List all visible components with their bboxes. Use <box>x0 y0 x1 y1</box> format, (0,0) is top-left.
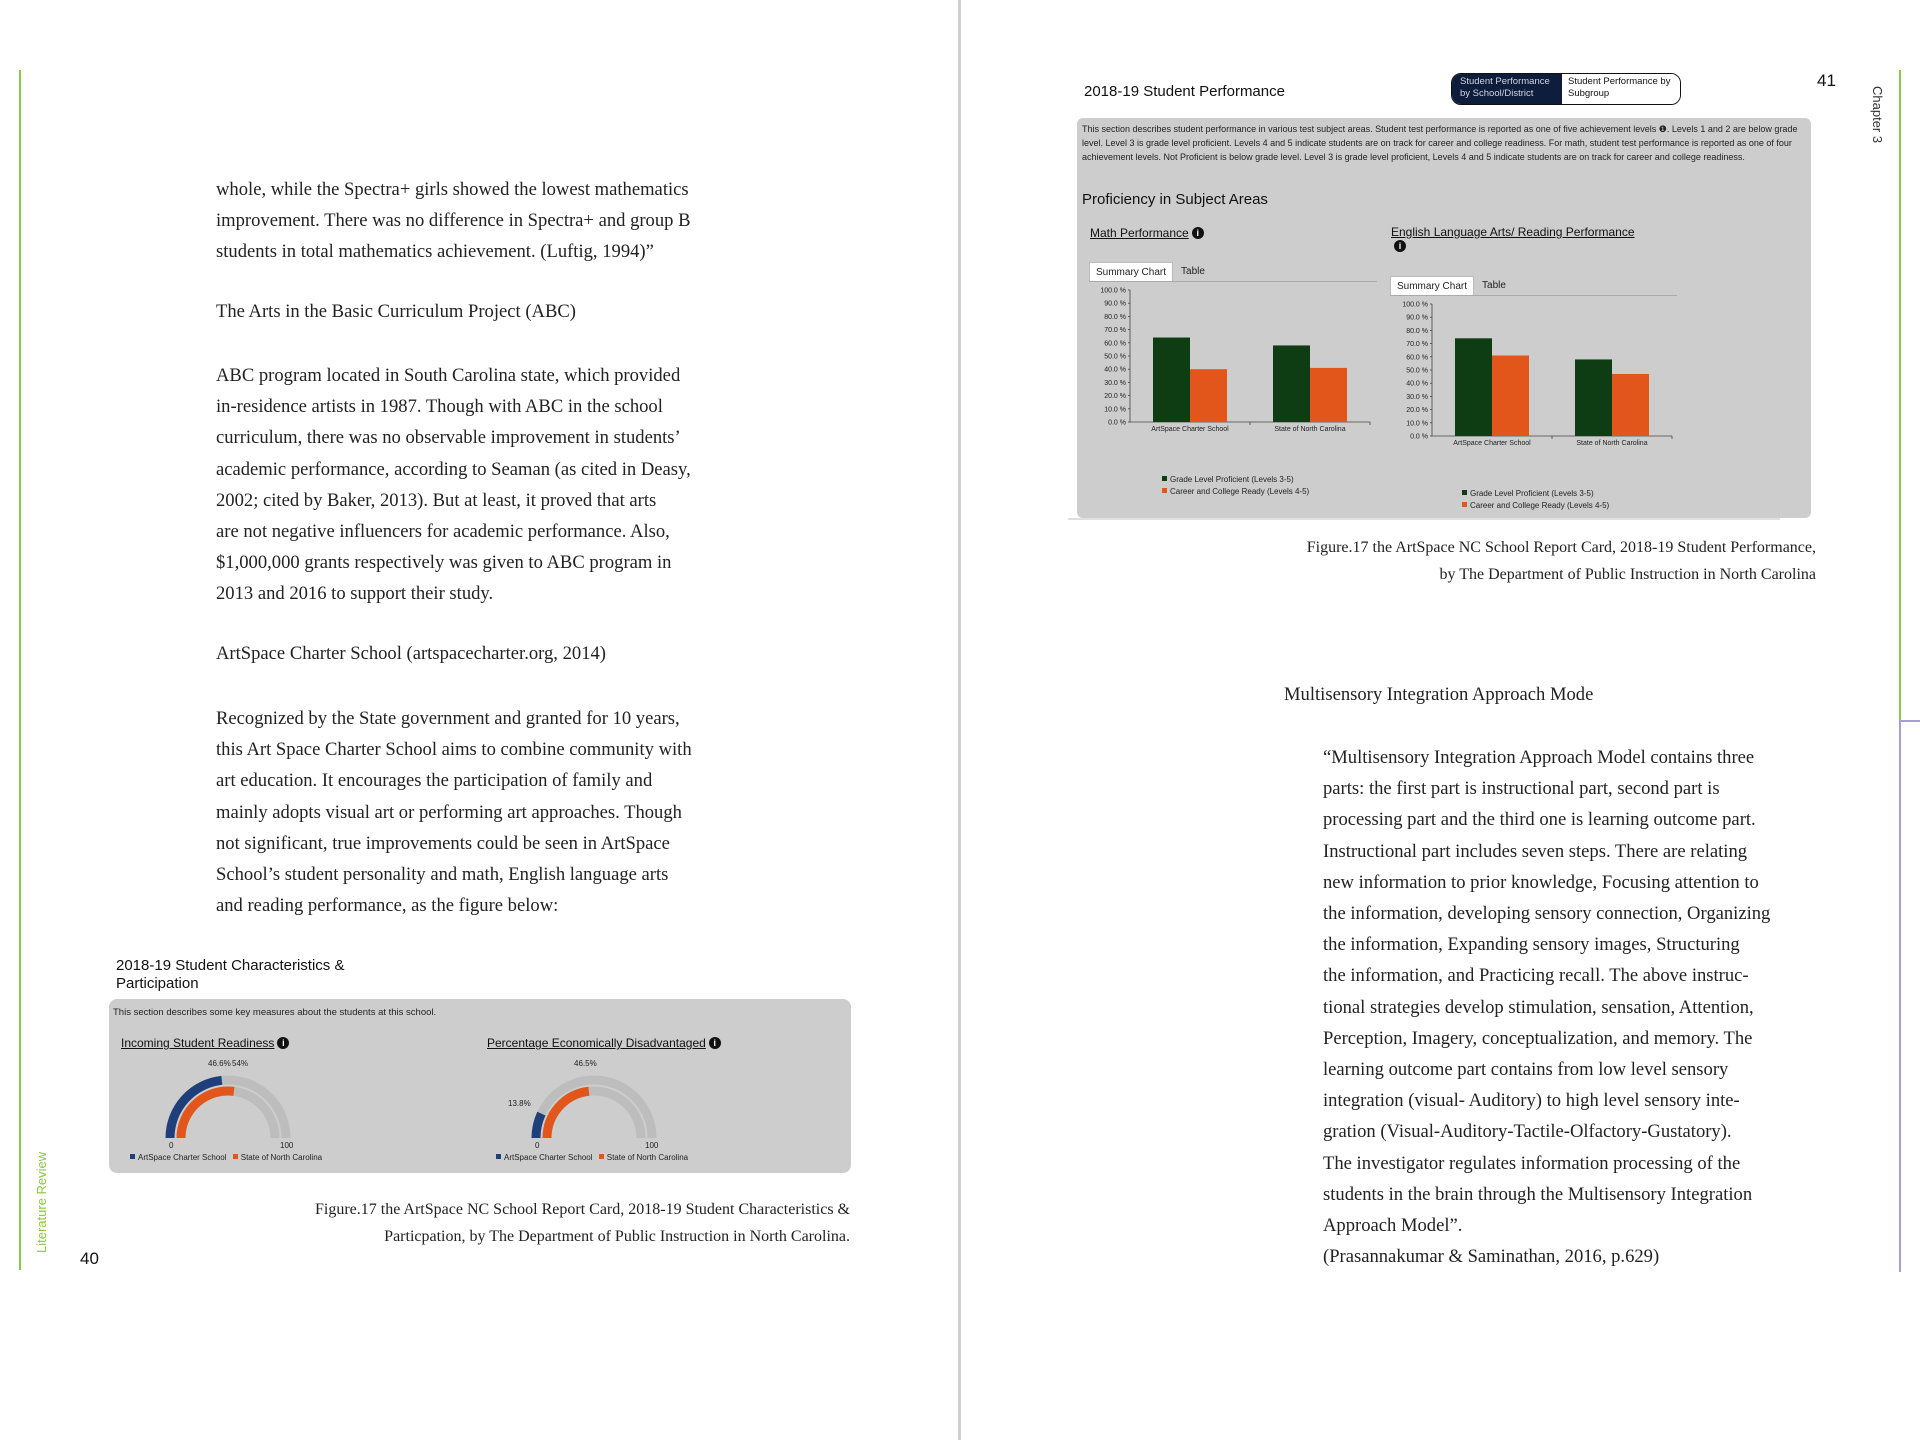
legend-swatch <box>496 1154 501 1159</box>
paragraph-abc <box>216 360 691 610</box>
gauge-2-legend <box>496 1153 688 1162</box>
page-number-left: 40 <box>80 1249 99 1268</box>
gauge-1-max: 100 <box>280 1141 294 1150</box>
bar-career-college-ready <box>1310 368 1347 422</box>
gauge-track <box>181 1091 275 1138</box>
text-line: Recognized by the State government and granted for 10 years, <box>216 708 680 729</box>
text-line: art education. It encourages the participation of family and <box>216 770 653 792</box>
heading-artspace: ArtSpace Charter School (artspacecharter.org, 2014) <box>216 643 606 664</box>
y-tick-label: 10.0 % <box>1406 420 1428 428</box>
ela-chart-title[interactable] <box>1391 225 1635 239</box>
text-line: School’s student personality and math, English language arts <box>216 864 669 886</box>
paragraph-luftig <box>216 174 691 268</box>
y-tick-label: 30.0 % <box>1104 379 1126 387</box>
bar-career-college-ready <box>1492 355 1529 436</box>
bar-grade-level-proficient <box>1575 359 1612 436</box>
legend-label: Career and College Ready (Levels 4-5) <box>1170 487 1310 496</box>
text-line: this Art Space Charter School aims to combine community with <box>216 739 692 761</box>
gauge-1-school-value: 46.6% <box>208 1059 231 1068</box>
text-line: Perception, Imagery, conceptualization, and memory. The <box>1323 1027 1753 1049</box>
text-line: processing part and the third one is learning outcome part. <box>1323 809 1756 831</box>
citation: (Prasannakumar & Saminathan, 2016, p.629) <box>1323 1246 1660 1268</box>
chapter-side-label: Chapter 3 <box>1870 86 1885 144</box>
legend-swatch <box>1162 476 1167 481</box>
legend-swatch <box>1162 488 1167 493</box>
legend-swatch <box>1462 502 1467 507</box>
legend-swatch <box>130 1154 135 1159</box>
y-tick-label: 0.0 % <box>1410 433 1428 441</box>
text-line: are not negative influencers for academic performance. Also, <box>216 521 670 543</box>
gauge-1-title[interactable] <box>121 1036 289 1050</box>
text-line: new information to prior knowledge, Focusing attention to <box>1323 871 1759 893</box>
info-icon[interactable]: i <box>1394 240 1406 252</box>
caption-line: Figure.17 the ArtSpace NC School Report Card, 2018-19 Student Performance, <box>1306 539 1816 556</box>
caption-line: Particpation, by The Department of Public Instruction in North Carolina. <box>384 1228 850 1245</box>
gauge-2-label[interactable]: Percentage Economically Disadvantaged <box>487 1036 706 1050</box>
y-tick-label: 10.0 % <box>1104 406 1126 414</box>
info-icon[interactable]: i <box>277 1037 289 1049</box>
legend-swatch <box>233 1154 238 1159</box>
math-legend <box>1162 474 1309 498</box>
legend-swatch <box>1462 490 1467 495</box>
info-icon[interactable]: i <box>1192 227 1204 239</box>
text-line: Approach Model”. <box>1323 1215 1463 1237</box>
legend-label: Career and College Ready (Levels 4-5) <box>1470 501 1610 510</box>
y-tick-label: 0.0 % <box>1108 419 1126 427</box>
text-line: not significant, true improvements could be seen in ArtSpace <box>216 832 670 854</box>
ela-performance-bar-chart <box>1382 298 1682 458</box>
gauge-2-max: 100 <box>645 1141 659 1150</box>
math-performance-bar-chart <box>1080 284 1380 444</box>
gauge-1-state-value: 54% <box>232 1059 249 1068</box>
figure-title-characteristics: 2018-19 Student Characteristics & Participation <box>116 957 345 992</box>
gauge-2-state-value: 46.5% <box>574 1059 597 1068</box>
figure-caption-right <box>1100 534 1816 588</box>
x-category-label: State of North Carolina <box>1274 426 1346 433</box>
gauge-disadvantaged-arcs <box>536 1080 652 1138</box>
math-chart-title[interactable] <box>1090 226 1204 240</box>
toggle-subgroup[interactable]: Student Performance by Subgroup <box>1562 74 1680 104</box>
gauge-track <box>547 1091 641 1138</box>
gauge-2-title[interactable] <box>487 1036 721 1050</box>
legend-school: ArtSpace Charter School <box>504 1153 593 1162</box>
gauge-1-label[interactable]: Incoming Student Readiness <box>121 1036 275 1050</box>
y-tick-label: 70.0 % <box>1406 341 1428 349</box>
math-tabs[interactable] <box>1089 262 1213 282</box>
book-spine <box>958 0 961 1440</box>
quote-multisensory <box>1323 742 1770 1272</box>
page-number-right: 41 <box>1817 71 1836 90</box>
caption-line: Figure.17 the ArtSpace NC School Report Card, 2018-19 Student Characteristics & <box>314 1201 850 1218</box>
info-icon[interactable]: i <box>709 1037 721 1049</box>
bar-career-college-ready <box>1190 369 1227 422</box>
legend-school: ArtSpace Charter School <box>138 1153 227 1162</box>
y-tick-label: 50.0 % <box>1104 353 1126 361</box>
text-line: curriculum, there was no observable improvement in students’ <box>216 427 681 449</box>
bar-grade-level-proficient <box>1273 345 1310 422</box>
math-label[interactable]: Math Performance <box>1090 226 1189 240</box>
ela-label[interactable]: English Language Arts/ Reading Performance <box>1391 225 1635 239</box>
bar-grade-level-proficient <box>1455 338 1492 436</box>
legend-swatch <box>599 1154 604 1159</box>
legend-item <box>1462 488 1609 500</box>
left-margin-rule <box>19 70 21 1270</box>
y-tick-label: 20.0 % <box>1104 393 1126 401</box>
text-line: $1,000,000 grants respectively was given to ABC program in <box>216 552 672 574</box>
right-margin-rule <box>1899 70 1901 720</box>
legend-label: Grade Level Proficient (Levels 3-5) <box>1470 489 1594 498</box>
tab-summary-chart[interactable]: Summary Chart <box>1089 262 1173 282</box>
x-category-label: ArtSpace Charter School <box>1151 426 1229 433</box>
bar-career-college-ready <box>1612 374 1649 436</box>
caption-line: by The Department of Public Instruction in North Carolina <box>1439 566 1816 583</box>
y-tick-label: 20.0 % <box>1406 407 1428 415</box>
tab-table[interactable]: Table <box>1482 280 1506 291</box>
text-line: the information, and Practicing recall. The above instruc- <box>1323 965 1749 987</box>
tab-underline <box>1089 281 1377 282</box>
performance-view-toggle[interactable] <box>1451 73 1681 105</box>
y-tick-label: 50.0 % <box>1406 367 1428 375</box>
text-line: 2013 and 2016 to support their study. <box>216 583 494 605</box>
right-margin-tick <box>1899 720 1920 722</box>
gauge-1-min: 0 <box>169 1141 174 1150</box>
tab-summary-chart[interactable]: Summary Chart <box>1390 276 1474 296</box>
figure-title-performance: 2018-19 Student Performance <box>1084 83 1285 100</box>
characteristics-note: This section describes some key measures about the students at this school. <box>113 1007 437 1018</box>
text-line: parts: the first part is instructional part, second part is <box>1323 778 1720 800</box>
legend-state: State of North Carolina <box>606 1153 689 1162</box>
ela-tabs[interactable] <box>1390 276 1514 296</box>
legend-state: State of North Carolina <box>240 1153 323 1162</box>
y-tick-label: 100.0 % <box>1402 301 1428 309</box>
text-line: academic performance, according to Seaman (as cited in Deasy, <box>216 458 691 480</box>
text-line: mainly adopts visual art or performing art approaches. Though <box>216 801 682 823</box>
gauge-2-min: 0 <box>535 1141 540 1150</box>
y-tick-label: 40.0 % <box>1406 380 1428 388</box>
text-line: and reading performance, as the figure below: <box>216 895 559 917</box>
text-line: tional strategies develop stimulation, sensation, Attention, <box>1323 996 1754 1018</box>
y-tick-label: 100.0 % <box>1100 287 1126 295</box>
y-tick-label: 80.0 % <box>1104 313 1126 321</box>
tab-underline <box>1390 295 1677 296</box>
figure-divider <box>1068 518 1780 520</box>
legend-item <box>1462 500 1609 512</box>
performance-note: This section describes student performance in various test subject areas. Student test performance is reported as one of five achievement levels ❶. Levels 1 and 2 are below grade level. Level 3 is grade level proficient. Levels 4 and 5 indicate students are on track for career and college readiness. For math, student test performance is reported as one of four achievement levels. Not Proficient is below grade level. Level 3 is grade level proficient, Levels 4 and 5 indicate students are on track for career and college readiness. <box>1082 124 1798 162</box>
school-value-arc <box>536 1114 541 1138</box>
text-line: whole, while the Spectra+ girls showed the lowest mathematics <box>216 179 689 200</box>
gauge-readiness-arcs <box>170 1080 286 1138</box>
x-category-label: ArtSpace Charter School <box>1453 440 1531 447</box>
y-tick-label: 70.0 % <box>1104 327 1126 335</box>
text-line: students in the brain through the Multisensory Integration <box>1323 1183 1753 1205</box>
text-line: The investigator regulates information processing of the <box>1323 1152 1741 1174</box>
text-line: the information, developing sensory connection, Organizing <box>1323 903 1771 925</box>
x-category-label: State of North Carolina <box>1576 440 1648 447</box>
text-line: in-residence artists in 1987. Though with ABC in the school <box>216 396 663 418</box>
gauge-2-school-value: 13.8% <box>508 1099 531 1108</box>
heading-multisensory: Multisensory Integration Approach Mode <box>1284 684 1594 705</box>
text-line: 2002; cited by Baker, 2013). But at least, it proved that arts <box>216 489 657 511</box>
text-line: “Multisensory Integration Approach Model contains three <box>1323 747 1755 768</box>
bar-grade-level-proficient <box>1153 338 1190 422</box>
section-side-label: Literature Review <box>34 1151 49 1253</box>
y-tick-label: 90.0 % <box>1104 300 1126 308</box>
y-tick-label: 40.0 % <box>1104 366 1126 374</box>
toggle-school-district[interactable]: Student Performance by School/District <box>1452 74 1562 104</box>
text-line: integration (visual- Auditory) to high level sensory inte- <box>1323 1090 1740 1112</box>
y-tick-label: 60.0 % <box>1104 340 1126 348</box>
paragraph-artspace <box>216 703 692 921</box>
legend-label: Grade Level Proficient (Levels 3-5) <box>1170 475 1294 484</box>
gauge-1-legend <box>130 1153 322 1162</box>
text-line: Instructional part includes seven steps. There are relating <box>1323 840 1748 862</box>
legend-item <box>1162 474 1309 486</box>
ela-legend <box>1462 488 1609 512</box>
gauge-chart-disadvantaged <box>516 1066 676 1146</box>
text-line: improvement. There was no difference in Spectra+ and group B <box>216 210 691 232</box>
y-tick-label: 60.0 % <box>1406 354 1428 362</box>
tab-table[interactable]: Table <box>1181 266 1205 277</box>
legend-item <box>1162 486 1309 498</box>
gauge-chart-readiness <box>150 1066 310 1146</box>
y-tick-label: 80.0 % <box>1406 327 1428 335</box>
text-line: ABC program located in South Carolina state, which provided <box>216 365 681 386</box>
figure-caption-left <box>180 1196 850 1250</box>
y-tick-label: 90.0 % <box>1406 314 1428 322</box>
text-line: students in total mathematics achievement. (Luftig, 1994)” <box>216 241 654 263</box>
text-line: gration (Visual-Auditory-Tactile-Olfactory-Gustatory). <box>1323 1121 1732 1143</box>
text-line: the information, Expanding sensory images, Structuring <box>1323 934 1740 956</box>
right-margin-rule-lower <box>1899 720 1901 1272</box>
heading-abc: The Arts in the Basic Curriculum Project (ABC) <box>216 301 576 322</box>
text-line: learning outcome part contains from low level sensory <box>1323 1059 1729 1081</box>
y-tick-label: 30.0 % <box>1406 393 1428 401</box>
proficiency-subtitle: Proficiency in Subject Areas <box>1082 191 1268 208</box>
